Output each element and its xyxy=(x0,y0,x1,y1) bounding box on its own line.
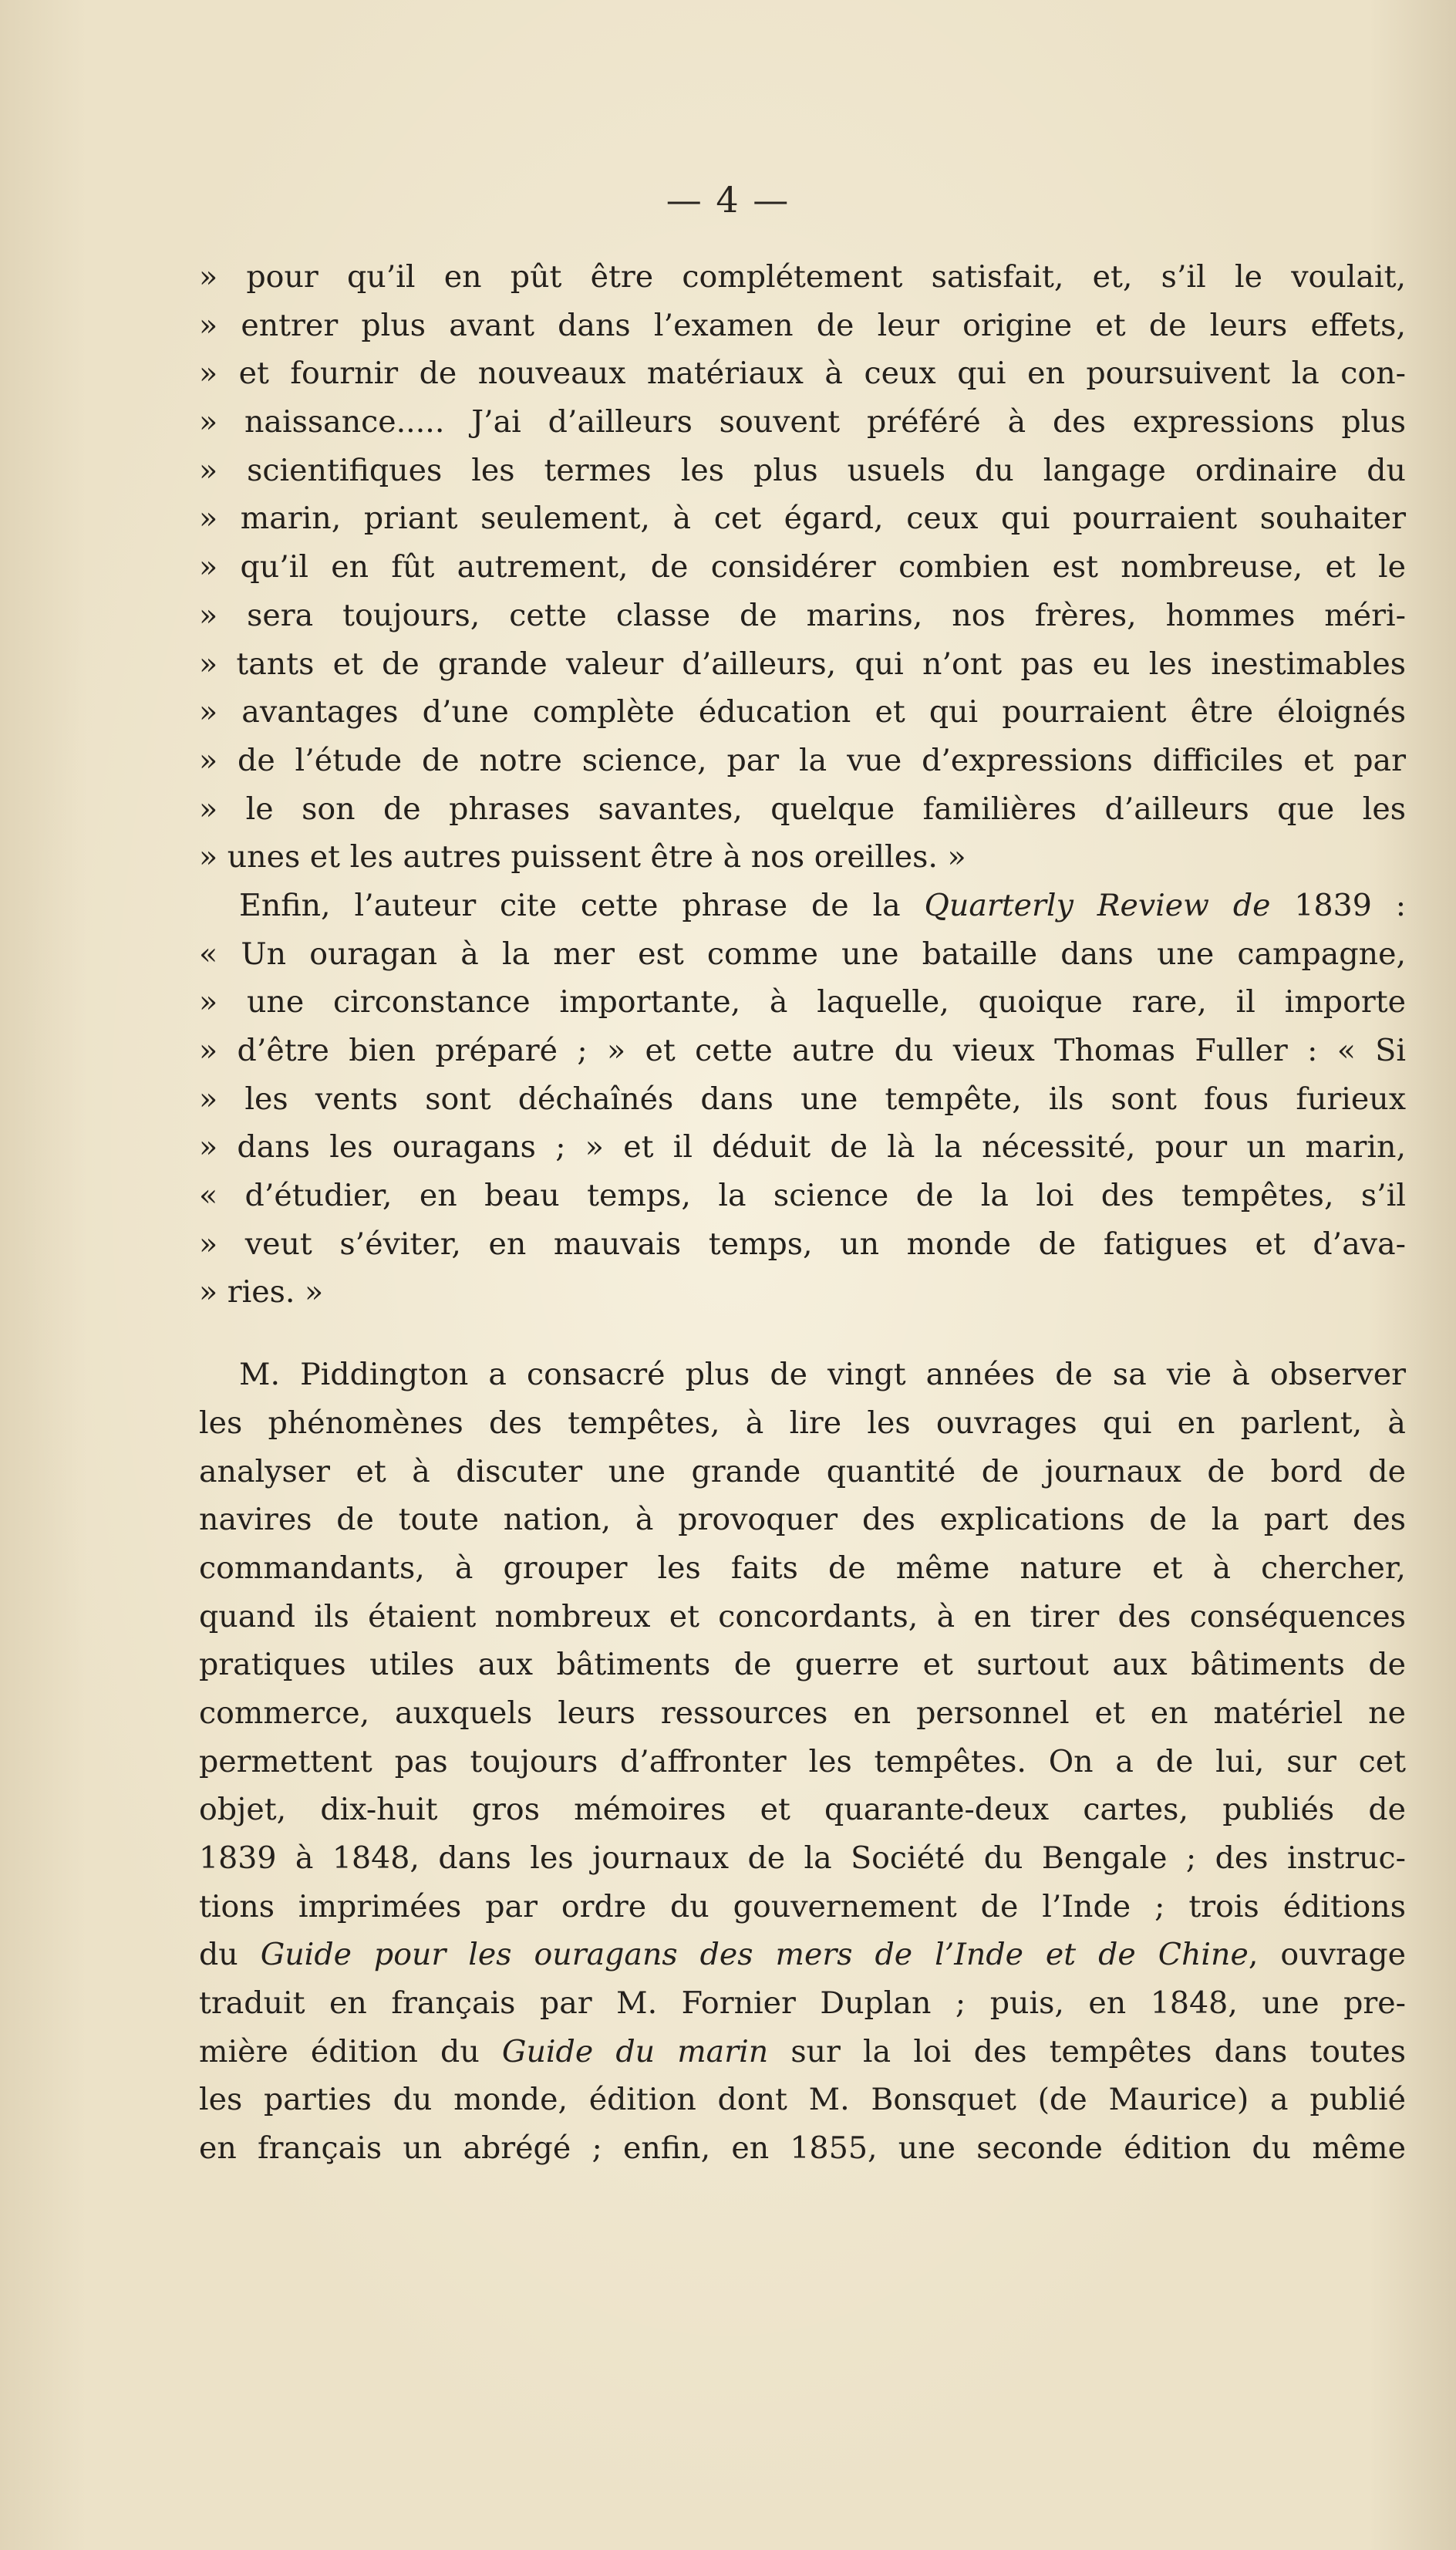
text-line: quand ils étaient nombreux et concordants, à en tirer des conséquences xyxy=(199,1598,1406,1634)
enfin-paragraph xyxy=(199,882,1406,1317)
text-line: analyser et à discuter une grande quantité de journaux de bord de xyxy=(199,1453,1406,1489)
text-segment: , ouvrage xyxy=(1248,1937,1406,1973)
text-line: commerce, auxquels leurs ressources en personnel et en matériel ne xyxy=(199,1695,1406,1731)
text-line: » les vents sont déchaînés dans une tempête, ils sont fous furieux xyxy=(199,1081,1406,1117)
text-segment: sur la loi des tempêtes dans toutes xyxy=(768,2033,1406,2069)
text-line: commandants, à grouper les faits de même nature et à chercher, xyxy=(199,1550,1406,1586)
text-line: M. Piddington a consacré plus de vingt années de sa vie à observer xyxy=(239,1357,1406,1393)
page-text xyxy=(199,253,1406,2173)
text-line: » veut s’éviter, en mauvais temps, un monde de fatigues et d’ava- xyxy=(199,1226,1406,1262)
text-line: » scientifiques les termes les plus usuels du langage ordinaire du xyxy=(199,452,1406,488)
paragraph-gap xyxy=(199,1317,1406,1351)
text-line: navires de toute nation, à provoquer des explications de la part des xyxy=(199,1502,1406,1538)
text-line: « Un ouragan à la mer est comme une bataille dans une campagne, xyxy=(199,936,1406,972)
text-line: » le son de phrases savantes, quelque familières d’ailleurs que les xyxy=(199,791,1406,827)
text-segment: 1839 : xyxy=(1270,887,1407,923)
text-line: les phénomènes des tempêtes, à lire les ouvrages qui en parlent, à xyxy=(199,1405,1406,1441)
text-line: objet, dix-huit gros mémoires et quarante-deux cartes, publiés de xyxy=(199,1792,1406,1828)
text-segment: mière édition du xyxy=(199,2033,502,2069)
text-line: » d’être bien préparé ; » et cette autre du vieux Thomas Fuller : « Si xyxy=(199,1033,1406,1068)
publication-title: Quarterly Review de xyxy=(924,887,1271,923)
text-line: » pour qu’il en pût être complétement satisfait, et, s’il le voulait, xyxy=(199,259,1406,295)
text-line: » de l’étude de notre science, par la vue d’expressions difficiles et par xyxy=(199,742,1406,778)
text-line: permettent pas toujours d’affronter les tempêtes. On a de lui, sur cet xyxy=(199,1743,1406,1779)
text-line: » sera toujours, cette classe de marins, nos frères, hommes méri- xyxy=(199,597,1406,633)
text-line-marin xyxy=(199,2028,1406,2076)
text-line: traduit en français par M. Fornier Duplan ; puis, en 1848, une pre- xyxy=(199,1985,1406,2022)
book-title: Guide pour les ouragans des mers de l’Inde et de Chine xyxy=(260,1937,1249,1973)
text-line: » marin, priant seulement, à cet égard, ceux qui pourraient souhaiter xyxy=(199,501,1406,537)
text-line: » unes et les autres puissent être à nos oreilles. » xyxy=(199,839,966,875)
text-line-citation xyxy=(199,882,1406,930)
text-line: » tants et de grande valeur d’ailleurs, qui n’ont pas eu les inestimables xyxy=(199,646,1406,682)
text-line: « d’étudier, en beau temps, la science de la loi des tempêtes, s’il xyxy=(199,1178,1406,1214)
text-line: » ries. » xyxy=(199,1274,324,1310)
text-line: en français un abrégé ; enfin, en 1855, une seconde édition du même xyxy=(199,2130,1406,2167)
text-line: » dans les ouragans ; » et il déduit de là la nécessité, pour un marin, xyxy=(199,1129,1406,1165)
text-line: 1839 à 1848, dans les journaux de la Société du Bengale ; des instruc- xyxy=(199,1840,1406,1876)
book-title: Guide du marin xyxy=(501,2033,769,2069)
text-line-guide xyxy=(199,1931,1406,1979)
text-line: » une circonstance importante, à laquelle, quoique rare, il importe xyxy=(199,984,1406,1020)
text-line: pratiques utiles aux bâtiments de guerre et surtout aux bâtiments de xyxy=(199,1647,1406,1683)
text-line: » entrer plus avant dans l’examen de leur origine et de leurs effets, xyxy=(199,307,1406,343)
text-line: » qu’il en fût autrement, de considérer combien est nombreuse, et le xyxy=(199,549,1406,585)
text-segment: Enfin, l’auteur cite cette phrase de la xyxy=(239,887,925,923)
text-line: » avantages d’une complète éducation et qui pourraient être éloignés xyxy=(199,694,1406,730)
piddington-paragraph xyxy=(199,1351,1406,2173)
text-line: les parties du monde, édition dont M. Bonsquet (de Maurice) a publié xyxy=(199,2082,1406,2118)
quote-block xyxy=(199,253,1406,882)
text-line: » et fournir de nouveaux matériaux à ceux qui en poursuivent la con- xyxy=(199,356,1406,392)
text-line: tions imprimées par ordre du gouvernement de l’Inde ; trois éditions xyxy=(199,1888,1406,1924)
page-number: — 4 — xyxy=(666,179,790,221)
text-line: » naissance..... J’ai d’ailleurs souvent préféré à des expressions plus xyxy=(199,404,1406,440)
text-segment: du xyxy=(199,1937,261,1973)
